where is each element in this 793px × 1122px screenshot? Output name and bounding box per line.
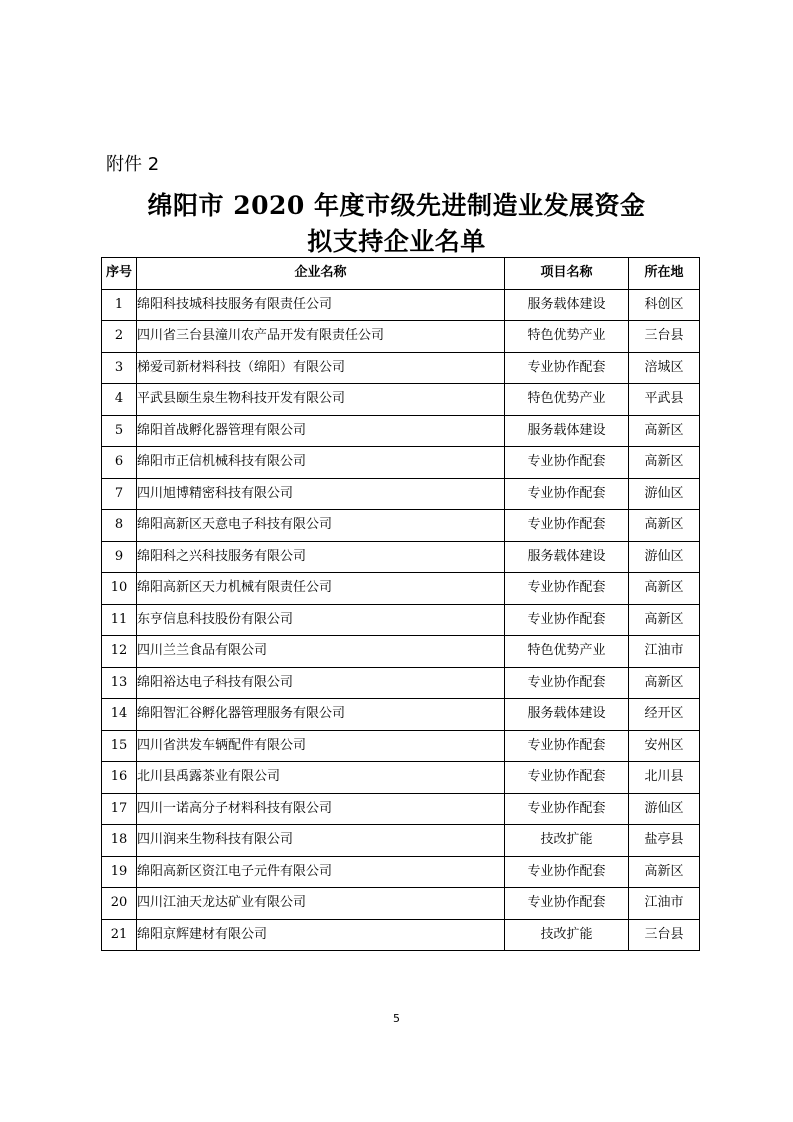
company-name: 绵阳京辉建材有限公司 [137, 919, 505, 951]
table-row [102, 384, 700, 416]
row-number: 17 [102, 793, 137, 825]
location: 涪城区 [629, 352, 700, 384]
location: 高新区 [629, 573, 700, 605]
row-number: 9 [102, 541, 137, 573]
company-name: 东亨信息科技股份有限公司 [137, 604, 505, 636]
table-row [102, 888, 700, 920]
company-name: 绵阳科之兴科技服务有限公司 [137, 541, 505, 573]
table-row [102, 856, 700, 888]
row-number: 19 [102, 856, 137, 888]
row-number: 12 [102, 636, 137, 668]
location: 三台县 [629, 321, 700, 353]
table-row [102, 667, 700, 699]
table-row [102, 478, 700, 510]
project-name: 专业协作配套 [505, 510, 629, 542]
document-title-line2: 拟支持企业名单 [307, 227, 486, 256]
row-number: 15 [102, 730, 137, 762]
header-no: 序号 [102, 258, 137, 290]
company-name: 四川一诺高分子材料科技有限公司 [137, 793, 505, 825]
project-name: 专业协作配套 [505, 730, 629, 762]
project-name: 专业协作配套 [505, 447, 629, 479]
company-name: 梯爱司新材料科技（绵阳）有限公司 [137, 352, 505, 384]
location: 科创区 [629, 289, 700, 321]
location: 游仙区 [629, 478, 700, 510]
row-number: 1 [102, 289, 137, 321]
header-location: 所在地 [629, 258, 700, 290]
table-row [102, 730, 700, 762]
location: 北川县 [629, 762, 700, 794]
table-row [102, 762, 700, 794]
project-name: 专业协作配套 [505, 762, 629, 794]
location: 安州区 [629, 730, 700, 762]
table-row [102, 447, 700, 479]
company-name: 绵阳高新区天力机械有限责任公司 [137, 573, 505, 605]
project-name: 专业协作配套 [505, 478, 629, 510]
company-name: 四川江油天龙达矿业有限公司 [137, 888, 505, 920]
row-number: 14 [102, 699, 137, 731]
project-name: 专业协作配套 [505, 604, 629, 636]
table-row [102, 415, 700, 447]
company-list-table [101, 257, 700, 951]
project-name: 特色优势产业 [505, 636, 629, 668]
table-header-row [102, 258, 700, 290]
project-name: 专业协作配套 [505, 667, 629, 699]
company-name: 四川省洪发车辆配件有限公司 [137, 730, 505, 762]
location: 游仙区 [629, 793, 700, 825]
company-name: 绵阳智汇谷孵化器管理服务有限公司 [137, 699, 505, 731]
location: 高新区 [629, 856, 700, 888]
location: 盐亭县 [629, 825, 700, 857]
company-name: 平武县颐生泉生物科技开发有限公司 [137, 384, 505, 416]
attachment-label: 附件 2 [106, 154, 160, 175]
project-name: 技改扩能 [505, 919, 629, 951]
location: 高新区 [629, 415, 700, 447]
location: 游仙区 [629, 541, 700, 573]
company-name: 绵阳高新区资江电子元件有限公司 [137, 856, 505, 888]
project-name: 专业协作配套 [505, 573, 629, 605]
project-name: 专业协作配套 [505, 793, 629, 825]
company-name: 四川旭博精密科技有限公司 [137, 478, 505, 510]
table-row [102, 541, 700, 573]
table-row [102, 352, 700, 384]
project-name: 服务载体建设 [505, 541, 629, 573]
location: 高新区 [629, 510, 700, 542]
project-name: 服务载体建设 [505, 699, 629, 731]
location: 平武县 [629, 384, 700, 416]
company-name: 四川兰兰食品有限公司 [137, 636, 505, 668]
table-row [102, 825, 700, 857]
location: 高新区 [629, 604, 700, 636]
header-company: 企业名称 [137, 258, 505, 290]
row-number: 8 [102, 510, 137, 542]
project-name: 特色优势产业 [505, 321, 629, 353]
company-name: 绵阳市正信机械科技有限公司 [137, 447, 505, 479]
row-number: 21 [102, 919, 137, 951]
company-name: 四川省三台县潼川农产品开发有限责任公司 [137, 321, 505, 353]
project-name: 服务载体建设 [505, 289, 629, 321]
project-name: 服务载体建设 [505, 415, 629, 447]
row-number: 16 [102, 762, 137, 794]
row-number: 4 [102, 384, 137, 416]
row-number: 18 [102, 825, 137, 857]
project-name: 专业协作配套 [505, 856, 629, 888]
document-title-line1: 绵阳市 2020 年度市级先进制造业发展资金 [147, 191, 646, 220]
row-number: 10 [102, 573, 137, 605]
row-number: 11 [102, 604, 137, 636]
location: 江油市 [629, 888, 700, 920]
company-name: 四川润来生物科技有限公司 [137, 825, 505, 857]
location: 江油市 [629, 636, 700, 668]
location: 高新区 [629, 447, 700, 479]
location: 三台县 [629, 919, 700, 951]
company-name: 绵阳首战孵化器管理有限公司 [137, 415, 505, 447]
row-number: 7 [102, 478, 137, 510]
row-number: 20 [102, 888, 137, 920]
row-number: 3 [102, 352, 137, 384]
table-row [102, 510, 700, 542]
table-row [102, 793, 700, 825]
header-project: 项目名称 [505, 258, 629, 290]
location: 经开区 [629, 699, 700, 731]
table-row [102, 573, 700, 605]
company-name: 绵阳裕达电子科技有限公司 [137, 667, 505, 699]
location: 高新区 [629, 667, 700, 699]
project-name: 专业协作配套 [505, 352, 629, 384]
company-name: 绵阳高新区天意电子科技有限公司 [137, 510, 505, 542]
project-name: 特色优势产业 [505, 384, 629, 416]
company-name: 绵阳科技城科技服务有限责任公司 [137, 289, 505, 321]
company-name: 北川县禹露茶业有限公司 [137, 762, 505, 794]
table-row [102, 699, 700, 731]
table-row [102, 604, 700, 636]
row-number: 13 [102, 667, 137, 699]
table-row [102, 919, 700, 951]
project-name: 技改扩能 [505, 825, 629, 857]
table-row [102, 321, 700, 353]
row-number: 2 [102, 321, 137, 353]
page-number: 5 [393, 1012, 400, 1025]
table-row [102, 289, 700, 321]
table-row [102, 636, 700, 668]
row-number: 6 [102, 447, 137, 479]
project-name: 专业协作配套 [505, 888, 629, 920]
row-number: 5 [102, 415, 137, 447]
